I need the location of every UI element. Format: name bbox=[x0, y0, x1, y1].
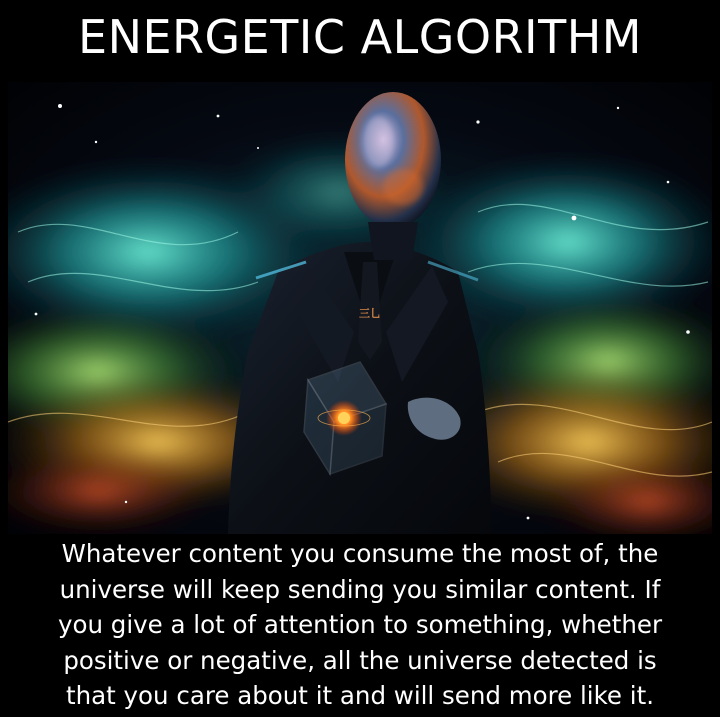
tie-insignia: 三乚 bbox=[359, 307, 381, 320]
caption-line: positive or negative, all the universe detected is bbox=[63, 645, 657, 675]
caption-line: universe will keep sending you similar content. If bbox=[59, 574, 661, 604]
cosmic-artwork bbox=[8, 82, 712, 534]
caption-line: that you care about it and will send more like it. bbox=[66, 681, 654, 710]
poster-caption bbox=[0, 536, 720, 714]
poster-title: ENERGETIC ALGORITHM bbox=[78, 10, 642, 64]
caption-line: you give a lot of attention to something, whether bbox=[57, 610, 663, 639]
caption-line: Whatever content you consume the most of, the bbox=[61, 539, 659, 568]
